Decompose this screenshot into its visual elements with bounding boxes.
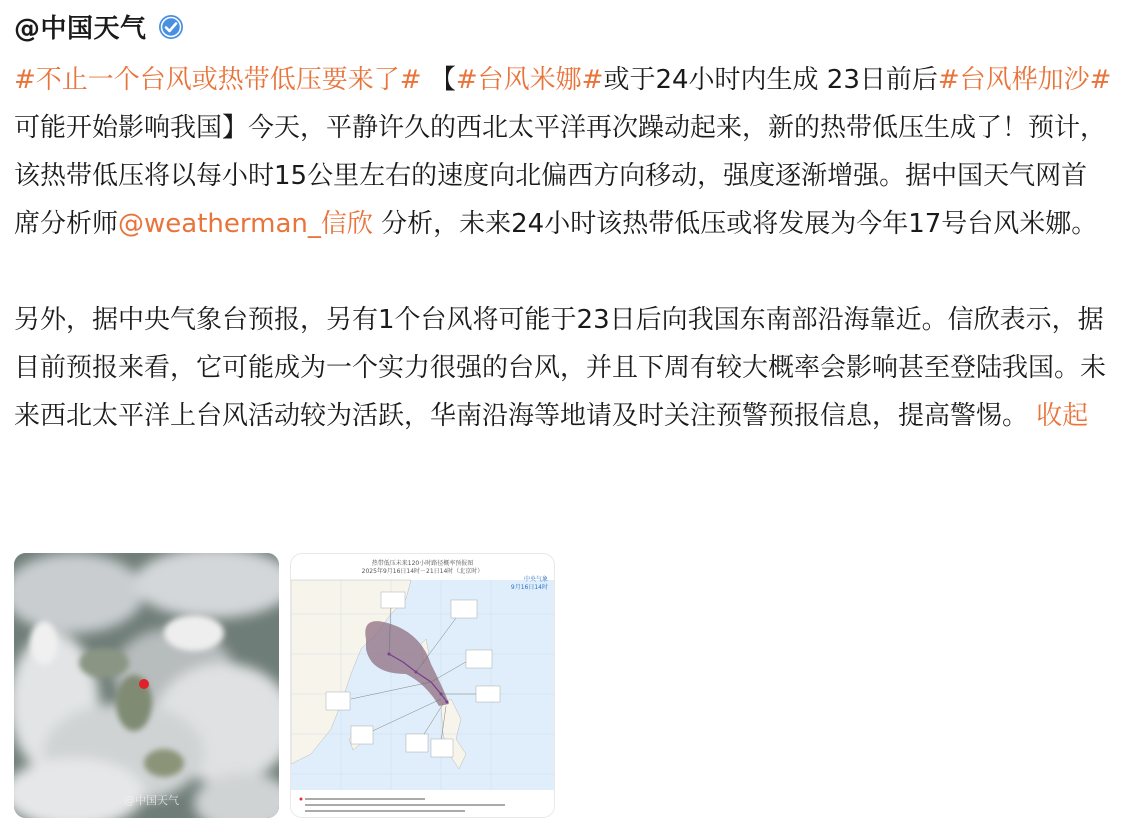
map-logo: 中央气象 9月16日14时 [510,576,548,591]
verified-badge-icon [157,13,185,41]
post-paragraph-1 [14,56,1112,248]
forecast-track-map[interactable] [290,553,555,818]
post-body [14,56,1112,440]
satellite-watermark: @中国天气 [124,794,179,807]
post-header [14,8,185,45]
hashtag-link[interactable]: #台风米娜# [455,65,604,95]
hashtag-link[interactable]: #不止一个台风或热带低压要来了# [14,65,422,95]
spacer-text [422,65,430,95]
body-text-segment: 分析，未来24小时该热带低压或将发展为今年17号台风米娜。 [372,209,1098,239]
hashtag-link[interactable]: #台风桦加沙# [937,65,1112,95]
post-paragraph-2 [14,296,1112,440]
map-title: 热带低压未来120小时路径概率预报图 2025年9月16日14时－21日14时（北京时） [361,560,484,575]
mention-link[interactable]: @weatherman_信欣 [118,209,373,239]
collapse-button[interactable]: 收起 [1036,401,1089,431]
media-gallery [14,553,555,818]
author-name[interactable]: @中国天气 [14,14,147,44]
body-text-segment: 或于24小时内生成 23日前后 [603,65,938,95]
body-text-segment: 可能开始影响我国】今天，平静许久的西北太平洋再次躁动起来，新的热带低压生成了！预计，该热带低压将以每小时15公里左右的速度向北偏西方向移动，强度逐渐增强。据中国天气网首席分析师 [14,113,1107,239]
body-text-segment: 另外，据中央气象台预报，另有1个台风将可能于23日后向我国东南部沿海靠近。信欣表示，据目前预报来看，它可能成为一个实力很强的台风，并且下周有较大概率会影响甚至登陆我国。未来西北太平洋上台风活动较为活跃，华南沿海等地请及时关注预警预报信息，提高警惕。 [14,305,1107,431]
satellite-image[interactable] [14,553,279,818]
body-text-segment: 【 [429,65,456,95]
